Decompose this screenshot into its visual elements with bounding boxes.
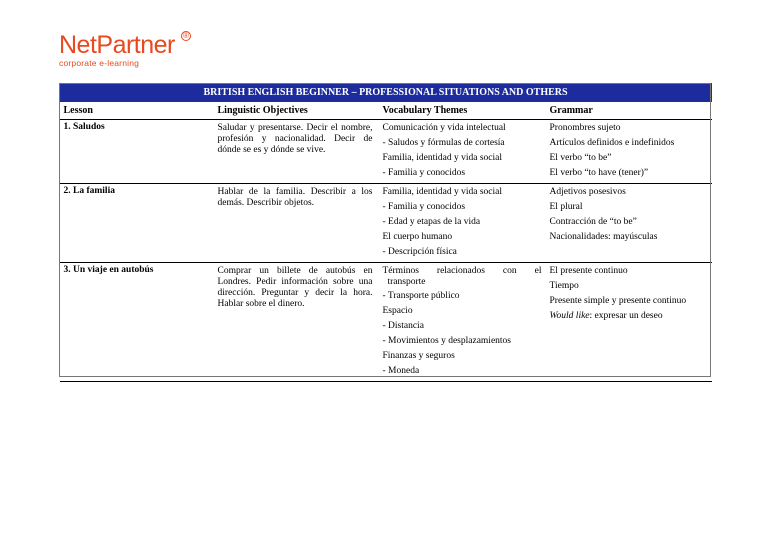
table-header-row bbox=[60, 102, 712, 120]
table-row bbox=[60, 184, 712, 263]
table-row bbox=[60, 263, 712, 382]
grammar-item: El presente continuo bbox=[549, 266, 628, 276]
objectives-cell: Comprar un billete de autobús en Londres. Pedir información sobre una dirección. Preguntar y decir la hora. Hablar sobre el dinero. bbox=[214, 263, 379, 382]
vocab-item: - Moneda bbox=[382, 366, 420, 376]
grammar-item: Contracción de “to be” bbox=[549, 217, 637, 227]
vocab-item: - Transporte público bbox=[382, 291, 460, 301]
vocab-item: - Familia y conocidos bbox=[382, 168, 466, 178]
course-table bbox=[59, 83, 712, 382]
grammar-cell bbox=[546, 184, 712, 263]
grammar-item: El verbo “to be” bbox=[549, 153, 612, 163]
grammar-cell bbox=[546, 263, 712, 382]
vocabulary-cell bbox=[379, 184, 546, 263]
grammar-item: Presente simple y presente continuo bbox=[549, 296, 687, 306]
vocab-item: Finanzas y seguros bbox=[382, 351, 455, 361]
header-grammar: Grammar bbox=[546, 102, 712, 120]
header-lesson: Lesson bbox=[60, 102, 214, 120]
grammar-item: Adjetivos posesivos bbox=[549, 187, 626, 197]
header-vocabulary: Vocabulary Themes bbox=[379, 102, 546, 120]
vocab-item: - Distancia bbox=[382, 321, 424, 331]
vocab-item: Familia, identidad y vida social bbox=[382, 187, 503, 197]
vocab-item: Comunicación y vida intelectual bbox=[382, 123, 506, 133]
grammar-item-rest: : expresar un deseo bbox=[589, 311, 663, 321]
grammar-item: Tiempo bbox=[549, 281, 579, 291]
grammar-item: El verbo “to have (tener)” bbox=[549, 168, 649, 178]
lesson-cell: 1. Saludos bbox=[60, 120, 214, 184]
grammar-item: Artículos definidos e indefinidos bbox=[549, 138, 675, 148]
vocab-item-line: transporte bbox=[387, 277, 426, 287]
vocab-item: - Edad y etapas de la vida bbox=[382, 217, 481, 227]
objectives-cell: Saludar y presentarse. Decir el nombre, profesión y nacionalidad. Decir de dónde se es y dónde se vive. bbox=[214, 120, 379, 184]
objectives-cell: Hablar de la familia. Describir a los demás. Describir objetos. bbox=[214, 184, 379, 263]
netpartner-logo bbox=[59, 31, 189, 68]
grammar-item: El plural bbox=[549, 202, 583, 212]
table-title-row bbox=[60, 84, 712, 102]
vocabulary-cell bbox=[379, 120, 546, 184]
vocab-item: - Saludos y fórmulas de cortesía bbox=[382, 138, 505, 148]
vocab-item: - Descripción física bbox=[382, 247, 457, 257]
vocab-item: Familia, identidad y vida social bbox=[382, 153, 503, 163]
vocab-item: Espacio bbox=[382, 306, 413, 316]
grammar-item: Nacionalidades: mayúsculas bbox=[549, 232, 658, 242]
vocab-item bbox=[383, 266, 542, 288]
lesson-cell: 3. Un viaje en autobús bbox=[60, 263, 214, 382]
grammar-item-italic: Would like bbox=[549, 311, 590, 321]
grammar-item bbox=[550, 311, 708, 322]
vocab-item: - Movimientos y desplazamientos bbox=[382, 336, 511, 346]
grammar-cell bbox=[546, 120, 712, 184]
logo-wordmark: NetPartner bbox=[59, 31, 175, 59]
grammar-item: Pronombres sujeto bbox=[549, 123, 621, 133]
header-objectives: Linguistic Objectives bbox=[214, 102, 379, 120]
vocab-item-line: Términos relacionados con el bbox=[382, 266, 542, 276]
table-title: BRITISH ENGLISH BEGINNER – PROFESSIONAL SITUATIONS AND OTHERS bbox=[60, 84, 712, 102]
vocab-item: - Familia y conocidos bbox=[382, 202, 466, 212]
lesson-cell: 2. La familia bbox=[60, 184, 214, 263]
vocab-item: El cuerpo humano bbox=[382, 232, 453, 242]
logo-tagline: corporate e-learning bbox=[59, 58, 140, 68]
vocabulary-cell bbox=[379, 263, 546, 382]
table-row bbox=[60, 120, 712, 184]
registered-mark-icon: ® bbox=[181, 31, 191, 41]
